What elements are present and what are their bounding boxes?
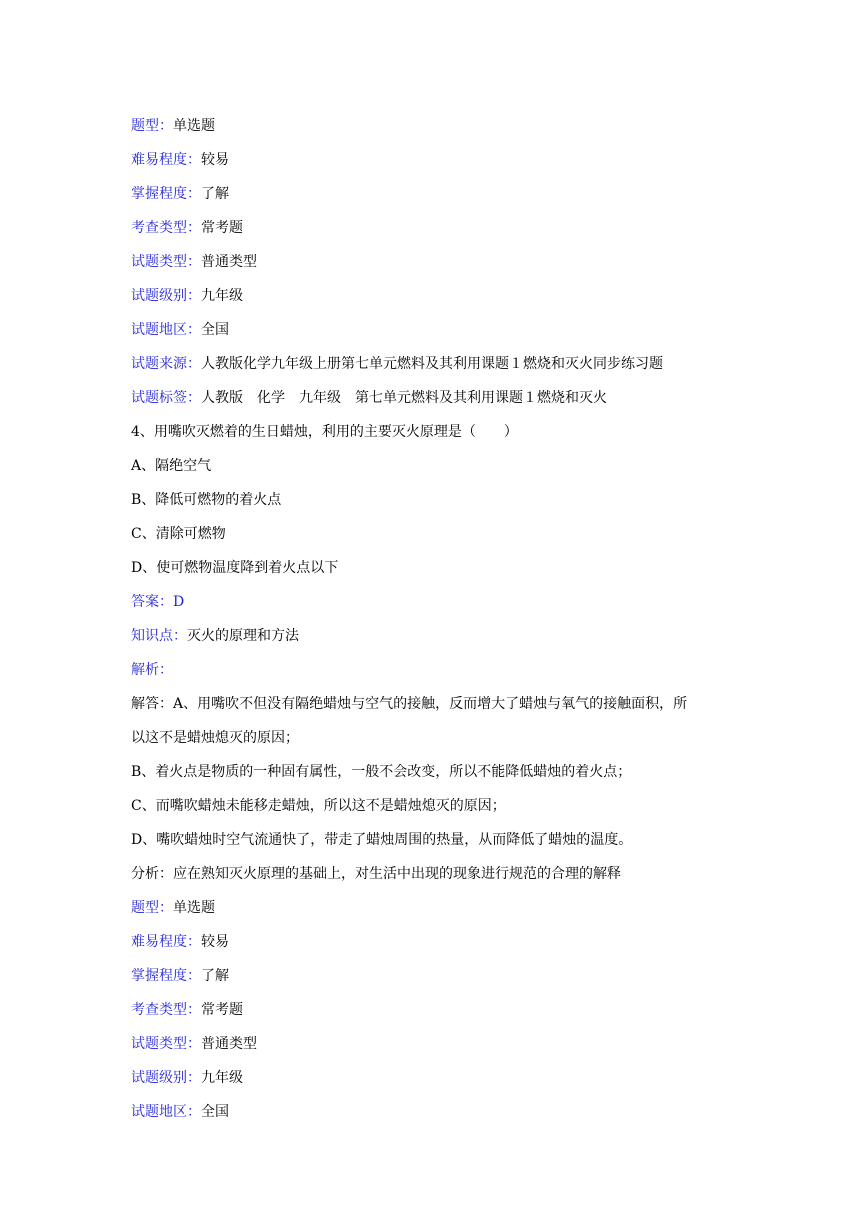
meta-label: 考查类型：	[131, 220, 201, 236]
meta-value: 人教版化学九年级上册第七单元燃料及其利用课题１燃烧和灭火同步练习题	[201, 356, 663, 372]
meta-row	[131, 381, 741, 415]
solution-line: B、着火点是物质的一种固有属性，一般不会改变，所以不能降低蜡烛的着火点；	[131, 764, 632, 780]
meta-label: 试题标签：	[131, 390, 201, 406]
meta-row	[131, 177, 741, 211]
meta-row	[131, 1095, 741, 1129]
meta-value: 人教版 化学 九年级 第七单元燃料及其利用课题１燃烧和灭火	[201, 390, 607, 406]
solution-line: 解答：A、用嘴吹不但没有隔绝蜡烛与空气的接触，反而增大了蜡烛与氧气的接触面积，所	[131, 696, 688, 712]
meta-row	[131, 925, 741, 959]
meta-row	[131, 245, 741, 279]
meta-value: 九年级	[201, 1070, 243, 1086]
meta-row	[131, 347, 741, 381]
meta-row	[131, 143, 741, 177]
meta-row	[131, 313, 741, 347]
meta-value: 常考题	[201, 220, 243, 236]
answer-value: D	[173, 594, 185, 610]
meta-row	[131, 891, 741, 925]
meta-row	[131, 279, 741, 313]
analysis-summary: 分析：应在熟知灭火原理的基础上，对生活中出现的现象进行规范的合理的解释	[131, 866, 621, 882]
meta-value: 普通类型	[201, 1036, 257, 1052]
meta-label: 题型：	[131, 900, 173, 916]
meta-label: 试题地区：	[131, 322, 201, 338]
meta-value: 了解	[201, 968, 229, 984]
meta-row	[131, 993, 741, 1027]
meta-row	[131, 959, 741, 993]
meta-value: 单选题	[173, 900, 215, 916]
meta-label: 试题来源：	[131, 356, 201, 372]
meta-label: 试题级别：	[131, 288, 201, 304]
meta-label: 掌握程度：	[131, 186, 201, 202]
meta-row	[131, 1061, 741, 1095]
knowledge-value: 灭火的原理和方法	[187, 628, 299, 644]
meta-value: 较易	[201, 934, 229, 950]
solution-line: C、而嘴吹蜡烛未能移走蜡烛，所以这不是蜡烛熄灭的原因；	[131, 798, 506, 814]
meta-label: 考查类型：	[131, 1002, 201, 1018]
meta-label: 题型：	[131, 118, 173, 134]
meta-row	[131, 109, 741, 143]
meta-label: 试题类型：	[131, 254, 201, 270]
knowledge-label: 知识点：	[131, 628, 187, 644]
option-a: A、隔绝空气	[131, 458, 212, 474]
meta-value: 全国	[201, 1104, 229, 1120]
analysis-label: 解析：	[131, 662, 173, 678]
meta-value: 了解	[201, 186, 229, 202]
solution-line: D、嘴吹蜡烛时空气流通快了，带走了蜡烛周围的热量，从而降低了蜡烛的温度。	[131, 832, 633, 848]
meta-label: 试题级别：	[131, 1070, 201, 1086]
meta-label: 难易程度：	[131, 152, 201, 168]
meta-block-top	[131, 109, 741, 415]
meta-block-bottom	[131, 891, 741, 1129]
meta-value: 常考题	[201, 1002, 243, 1018]
option-c: C、清除可燃物	[131, 526, 226, 542]
meta-label: 难易程度：	[131, 934, 201, 950]
answer-label: 答案：	[131, 594, 173, 610]
meta-label: 试题地区：	[131, 1104, 201, 1120]
option-b: B、降低可燃物的着火点	[131, 492, 282, 508]
document-page	[131, 109, 741, 1129]
question-stem: 4、用嘴吹灭燃着的生日蜡烛，利用的主要灭火原理是（ ）	[131, 424, 518, 440]
meta-row	[131, 211, 741, 245]
meta-value: 较易	[201, 152, 229, 168]
knowledge-row	[131, 619, 741, 653]
meta-label: 试题类型：	[131, 1036, 201, 1052]
answer-row	[131, 585, 741, 619]
option-d: D、使可燃物温度降到着火点以下	[131, 560, 339, 576]
solution-line: 以这不是蜡烛熄灭的原因；	[131, 730, 299, 746]
meta-value: 九年级	[201, 288, 243, 304]
meta-value: 单选题	[173, 118, 215, 134]
question-block	[131, 415, 741, 891]
meta-row	[131, 1027, 741, 1061]
meta-label: 掌握程度：	[131, 968, 201, 984]
meta-value: 全国	[201, 322, 229, 338]
meta-value: 普通类型	[201, 254, 257, 270]
